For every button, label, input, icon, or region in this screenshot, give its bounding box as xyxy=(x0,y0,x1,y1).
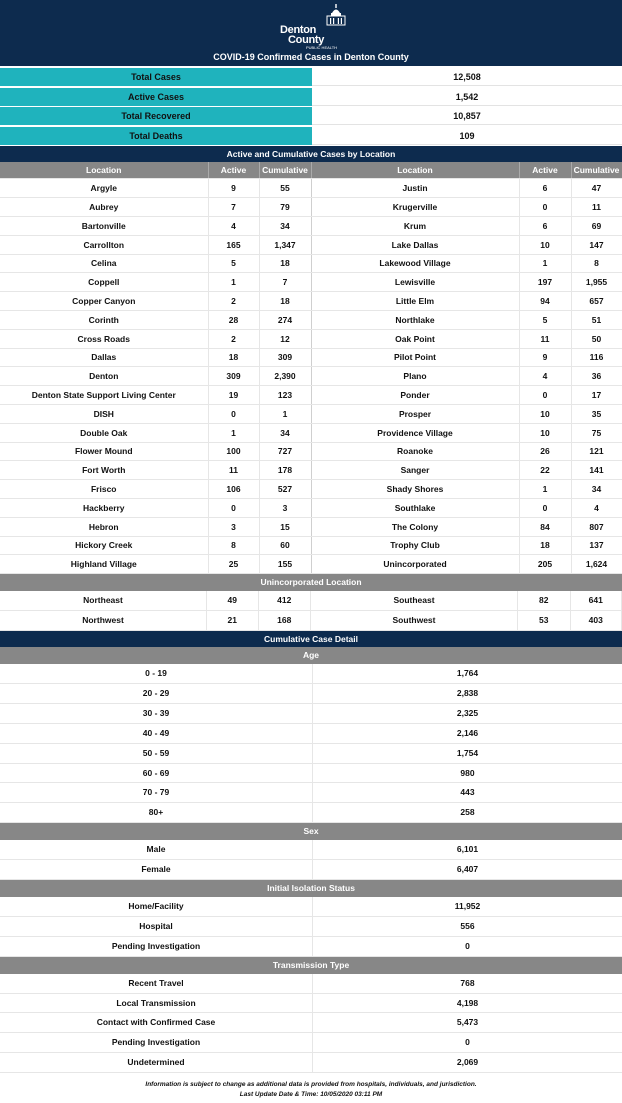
active-cell: 21 xyxy=(207,611,259,630)
active-cell: 1 xyxy=(208,423,259,442)
location-cell: The Colony xyxy=(311,517,519,536)
active-cell: 6 xyxy=(519,179,571,198)
active-cell: 53 xyxy=(518,611,571,630)
active-cell: 4 xyxy=(519,367,571,386)
location-cell: Flower Mound xyxy=(0,442,208,461)
active-cell: 25 xyxy=(208,555,259,574)
detail-row xyxy=(0,783,622,803)
detail-label: 70 - 79 xyxy=(0,783,313,802)
table-row xyxy=(0,254,622,273)
cumulative-cell: 527 xyxy=(259,480,311,499)
detail-label: Home/Facility xyxy=(0,897,313,916)
table-row xyxy=(0,536,622,555)
detail-row xyxy=(0,917,622,937)
denton-county-logo xyxy=(272,4,352,48)
active-cell: 28 xyxy=(208,310,259,329)
logo-text-county: County xyxy=(288,34,325,46)
total-row xyxy=(0,88,622,106)
cumulative-cell: 141 xyxy=(571,461,622,480)
total-row xyxy=(0,68,622,86)
cumulative-cell: 12 xyxy=(259,329,311,348)
column-header-location: Location xyxy=(0,162,208,179)
location-cell: Lake Dallas xyxy=(311,235,519,254)
active-cell: 2 xyxy=(208,292,259,311)
detail-value: 2,838 xyxy=(456,688,479,698)
active-cell: 10 xyxy=(519,235,571,254)
location-cell: Krugerville xyxy=(311,198,519,217)
table-row xyxy=(0,498,622,517)
location-cell: Northwest xyxy=(0,611,207,630)
cumulative-cell: 121 xyxy=(571,442,622,461)
active-cell: 9 xyxy=(208,179,259,198)
location-cell: Little Elm xyxy=(311,292,519,311)
cumulative-cell: 641 xyxy=(571,591,622,610)
active-cell: 26 xyxy=(519,442,571,461)
cumulative-cell: 15 xyxy=(259,517,311,536)
table-row xyxy=(0,216,622,235)
location-cell: Bartonville xyxy=(0,216,208,235)
location-cell: Celina xyxy=(0,254,208,273)
active-cell: 5 xyxy=(208,254,259,273)
active-cell: 0 xyxy=(208,498,259,517)
location-cell: Pilot Point xyxy=(311,348,519,367)
detail-label: 80+ xyxy=(0,803,313,822)
detail-label: 60 - 69 xyxy=(0,764,313,783)
locations-section-title: Active and Cumulative Cases by Location xyxy=(0,146,622,162)
detail-subsection-title: Age xyxy=(0,647,622,664)
total-value: 12,508 xyxy=(312,68,622,86)
location-cell: Denton State Support Living Center xyxy=(0,386,208,405)
cumulative-cell: 116 xyxy=(571,348,622,367)
logo-text-public-health: PUBLIC HEALTH xyxy=(306,45,338,50)
table-row xyxy=(0,348,622,367)
detail-value: 0 xyxy=(465,940,470,951)
location-cell: Hackberry xyxy=(0,498,208,517)
detail-value: 1,764 xyxy=(456,668,479,679)
location-cell: Providence Village xyxy=(311,423,519,442)
cumulative-cell: 168 xyxy=(259,611,312,630)
detail-section-title: Cumulative Case Detail xyxy=(0,631,622,647)
logo-text-denton: Denton xyxy=(280,24,317,36)
location-cell: Double Oak xyxy=(0,423,208,442)
table-row xyxy=(0,461,622,480)
detail-value: 258 xyxy=(460,807,475,818)
detail-value: 556 xyxy=(460,920,475,931)
location-cell: Fort Worth xyxy=(0,461,208,480)
active-cell: 0 xyxy=(519,386,571,405)
location-cell: Lakewood Village xyxy=(311,254,519,273)
cumulative-cell: 123 xyxy=(259,386,311,405)
active-cell: 18 xyxy=(208,348,259,367)
location-cell: Northeast xyxy=(0,591,207,610)
active-cell: 8 xyxy=(208,536,259,555)
cumulative-cell: 75 xyxy=(571,423,622,442)
location-cell: Southeast xyxy=(311,591,518,610)
total-label: Total Deaths xyxy=(0,127,312,145)
cumulative-cell: 60 xyxy=(259,536,311,555)
detail-label: 40 - 49 xyxy=(0,724,313,743)
detail-row xyxy=(0,974,622,994)
active-cell: 0 xyxy=(208,404,259,423)
active-cell: 94 xyxy=(519,292,571,311)
total-row xyxy=(0,107,622,125)
detail-row xyxy=(0,994,622,1014)
table-row xyxy=(0,517,622,536)
detail-label: Contact with Confirmed Case xyxy=(0,1013,313,1032)
active-cell: 11 xyxy=(519,329,571,348)
total-label: Total Recovered xyxy=(0,107,312,125)
cumulative-cell: 17 xyxy=(571,386,622,405)
location-cell: Copper Canyon xyxy=(0,292,208,311)
detail-label: Local Transmission xyxy=(0,994,313,1013)
cumulative-cell: 137 xyxy=(571,536,622,555)
active-cell: 2 xyxy=(208,329,259,348)
location-cell: Frisco xyxy=(0,480,208,499)
total-label: Active Cases xyxy=(0,88,312,106)
location-cell: Corinth xyxy=(0,310,208,329)
location-cell: Shady Shores xyxy=(311,480,519,499)
location-cell: Hickory Creek xyxy=(0,536,208,555)
cumulative-cell: 69 xyxy=(571,216,622,235)
page-header xyxy=(0,0,622,66)
location-cell: Roanoke xyxy=(311,442,519,461)
detail-label: Pending Investigation xyxy=(0,937,313,956)
active-cell: 10 xyxy=(519,423,571,442)
detail-label: Undetermined xyxy=(0,1053,313,1072)
table-row xyxy=(0,367,622,386)
location-cell: Aubrey xyxy=(0,198,208,217)
location-cell: Highland Village xyxy=(0,555,208,574)
location-cell: Plano xyxy=(311,367,519,386)
cumulative-cell: 11 xyxy=(571,198,622,217)
cumulative-cell: 34 xyxy=(259,216,311,235)
location-cell: Cross Roads xyxy=(0,329,208,348)
cumulative-cell: 274 xyxy=(259,310,311,329)
detail-row xyxy=(0,840,622,860)
cumulative-cell: 18 xyxy=(259,254,311,273)
footer-disclaimer: Information is subject to change as additional data is provided from hospitals, individuals, and jurisdiction. xyxy=(145,1081,477,1089)
total-label: Total Cases xyxy=(0,68,312,86)
location-cell: Oak Point xyxy=(311,329,519,348)
table-row xyxy=(0,329,622,348)
detail-label: Pending Investigation xyxy=(0,1033,313,1052)
active-cell: 106 xyxy=(208,480,259,499)
active-cell: 4 xyxy=(208,216,259,235)
location-cell: Denton xyxy=(0,367,208,386)
cumulative-cell: 727 xyxy=(259,442,311,461)
locations-table xyxy=(0,162,622,574)
location-cell: Krum xyxy=(311,216,519,235)
location-cell: Southlake xyxy=(311,498,519,517)
detail-value: 768 xyxy=(460,977,475,988)
table-row xyxy=(0,480,622,499)
active-cell: 165 xyxy=(208,235,259,254)
active-cell: 82 xyxy=(518,591,571,610)
detail-row xyxy=(0,724,622,744)
location-cell: Lewisville xyxy=(311,273,519,292)
table-row xyxy=(0,179,622,198)
total-value: 109 xyxy=(312,127,622,145)
unincorporated-section-title: Unincorporated Location xyxy=(0,574,622,591)
column-header-location: Location xyxy=(311,162,519,179)
case-detail xyxy=(0,647,622,1073)
active-cell: 22 xyxy=(519,461,571,480)
cumulative-cell: 18 xyxy=(259,292,311,311)
table-row xyxy=(0,235,622,254)
active-cell: 197 xyxy=(519,273,571,292)
location-cell: Carrollton xyxy=(0,235,208,254)
active-cell: 0 xyxy=(519,198,571,217)
detail-label: Recent Travel xyxy=(0,974,313,993)
detail-value: 0 xyxy=(465,1037,470,1048)
total-value: 10,857 xyxy=(312,107,622,125)
active-cell: 5 xyxy=(519,310,571,329)
table-row xyxy=(0,386,622,405)
detail-label: 0 - 19 xyxy=(0,664,313,683)
cumulative-cell: 178 xyxy=(259,461,311,480)
cumulative-cell: 1,955 xyxy=(571,273,622,292)
detail-value: 6,101 xyxy=(456,844,479,855)
table-row xyxy=(0,310,622,329)
detail-label: Hospital xyxy=(0,917,313,936)
footer xyxy=(0,1080,622,1100)
detail-row xyxy=(0,704,622,724)
location-cell: Coppell xyxy=(0,273,208,292)
active-cell: 11 xyxy=(208,461,259,480)
active-cell: 49 xyxy=(207,591,259,610)
detail-value: 11,952 xyxy=(454,901,481,912)
active-cell: 19 xyxy=(208,386,259,405)
detail-label: Female xyxy=(0,860,313,879)
detail-row xyxy=(0,860,622,880)
detail-subsection-title: Initial Isolation Status xyxy=(0,880,622,897)
cumulative-cell: 50 xyxy=(571,329,622,348)
detail-row xyxy=(0,803,622,823)
detail-subsection-title: Transmission Type xyxy=(0,957,622,974)
cumulative-cell: 4 xyxy=(571,498,622,517)
cumulative-cell: 147 xyxy=(571,235,622,254)
detail-row xyxy=(0,1033,622,1053)
cumulative-cell: 34 xyxy=(571,480,622,499)
totals-summary xyxy=(0,68,622,145)
active-cell: 309 xyxy=(208,367,259,386)
cumulative-cell: 807 xyxy=(571,517,622,536)
table-row xyxy=(0,292,622,311)
cumulative-cell: 1,347 xyxy=(259,235,311,254)
detail-row xyxy=(0,937,622,957)
active-cell: 18 xyxy=(519,536,571,555)
location-cell: Trophy Club xyxy=(311,536,519,555)
table-row xyxy=(0,555,622,574)
cumulative-cell: 309 xyxy=(259,348,311,367)
cumulative-cell: 55 xyxy=(259,179,311,198)
detail-label: 20 - 29 xyxy=(0,684,313,703)
column-header-cumulative: Cumulative xyxy=(259,162,311,179)
cumulative-cell: 35 xyxy=(571,404,622,423)
cumulative-cell: 657 xyxy=(571,292,622,311)
detail-row xyxy=(0,684,622,704)
detail-row xyxy=(0,664,622,684)
active-cell: 1 xyxy=(519,254,571,273)
cumulative-cell: 51 xyxy=(571,310,622,329)
location-cell: Ponder xyxy=(311,386,519,405)
total-row xyxy=(0,127,622,145)
location-cell: Justin xyxy=(311,179,519,198)
location-cell: Dallas xyxy=(0,348,208,367)
cumulative-cell: 1 xyxy=(259,404,311,423)
page-title: COVID-19 Confirmed Cases in Denton County xyxy=(213,52,409,62)
detail-label: 50 - 59 xyxy=(0,744,313,763)
footer-last-update: Last Update Date & Time: 10/05/2020 03:11 PM xyxy=(239,1091,383,1099)
active-cell: 0 xyxy=(519,498,571,517)
active-cell: 205 xyxy=(519,555,571,574)
cumulative-cell: 403 xyxy=(571,611,622,630)
detail-label: 30 - 39 xyxy=(0,704,313,723)
table-row xyxy=(0,273,622,292)
table-row xyxy=(0,591,622,611)
detail-value: 2,325 xyxy=(456,707,479,718)
active-cell: 9 xyxy=(519,348,571,367)
location-cell: Sanger xyxy=(311,461,519,480)
column-header-cumulative: Cumulative xyxy=(571,162,622,179)
detail-value: 2,146 xyxy=(456,727,479,738)
cumulative-cell: 3 xyxy=(259,498,311,517)
locations-table-body xyxy=(0,179,622,574)
cumulative-cell: 1,624 xyxy=(571,555,622,574)
location-cell: Unincorporated xyxy=(311,555,519,574)
cumulative-cell: 2,390 xyxy=(259,367,311,386)
location-cell: DISH xyxy=(0,404,208,423)
detail-value: 6,407 xyxy=(456,864,479,875)
column-header-active: Active xyxy=(208,162,259,179)
detail-subsection-title: Sex xyxy=(0,823,622,840)
active-cell: 3 xyxy=(208,517,259,536)
locations-header-row xyxy=(0,162,622,179)
active-cell: 100 xyxy=(208,442,259,461)
location-cell: Hebron xyxy=(0,517,208,536)
cumulative-cell: 47 xyxy=(571,179,622,198)
total-value: 1,542 xyxy=(312,88,622,106)
detail-label: Male xyxy=(0,840,313,859)
active-cell: 6 xyxy=(519,216,571,235)
active-cell: 84 xyxy=(519,517,571,536)
unincorporated-list xyxy=(0,591,622,631)
detail-row xyxy=(0,1053,622,1073)
cumulative-cell: 7 xyxy=(259,273,311,292)
table-row xyxy=(0,423,622,442)
detail-value: 2,069 xyxy=(456,1057,479,1068)
detail-value: 980 xyxy=(460,767,475,778)
detail-value: 5,473 xyxy=(456,1017,479,1028)
detail-value: 4,198 xyxy=(456,997,479,1008)
cumulative-cell: 34 xyxy=(259,423,311,442)
active-cell: 1 xyxy=(208,273,259,292)
cumulative-cell: 36 xyxy=(571,367,622,386)
cumulative-cell: 79 xyxy=(259,198,311,217)
location-cell: Northlake xyxy=(311,310,519,329)
table-row xyxy=(0,404,622,423)
column-header-active: Active xyxy=(519,162,571,179)
location-cell: Southwest xyxy=(311,611,518,630)
active-cell: 7 xyxy=(208,198,259,217)
active-cell: 1 xyxy=(519,480,571,499)
cumulative-cell: 8 xyxy=(571,254,622,273)
table-row xyxy=(0,198,622,217)
cumulative-cell: 412 xyxy=(259,591,312,610)
table-row xyxy=(0,611,622,631)
detail-row xyxy=(0,764,622,784)
courthouse-icon xyxy=(324,4,348,26)
table-row xyxy=(0,442,622,461)
detail-row xyxy=(0,897,622,917)
detail-value: 1,754 xyxy=(456,747,479,758)
detail-row xyxy=(0,744,622,764)
active-cell: 10 xyxy=(519,404,571,423)
detail-value: 443 xyxy=(460,787,475,798)
detail-row xyxy=(0,1013,622,1033)
location-cell: Prosper xyxy=(311,404,519,423)
location-cell: Argyle xyxy=(0,179,208,198)
cumulative-cell: 155 xyxy=(259,555,311,574)
